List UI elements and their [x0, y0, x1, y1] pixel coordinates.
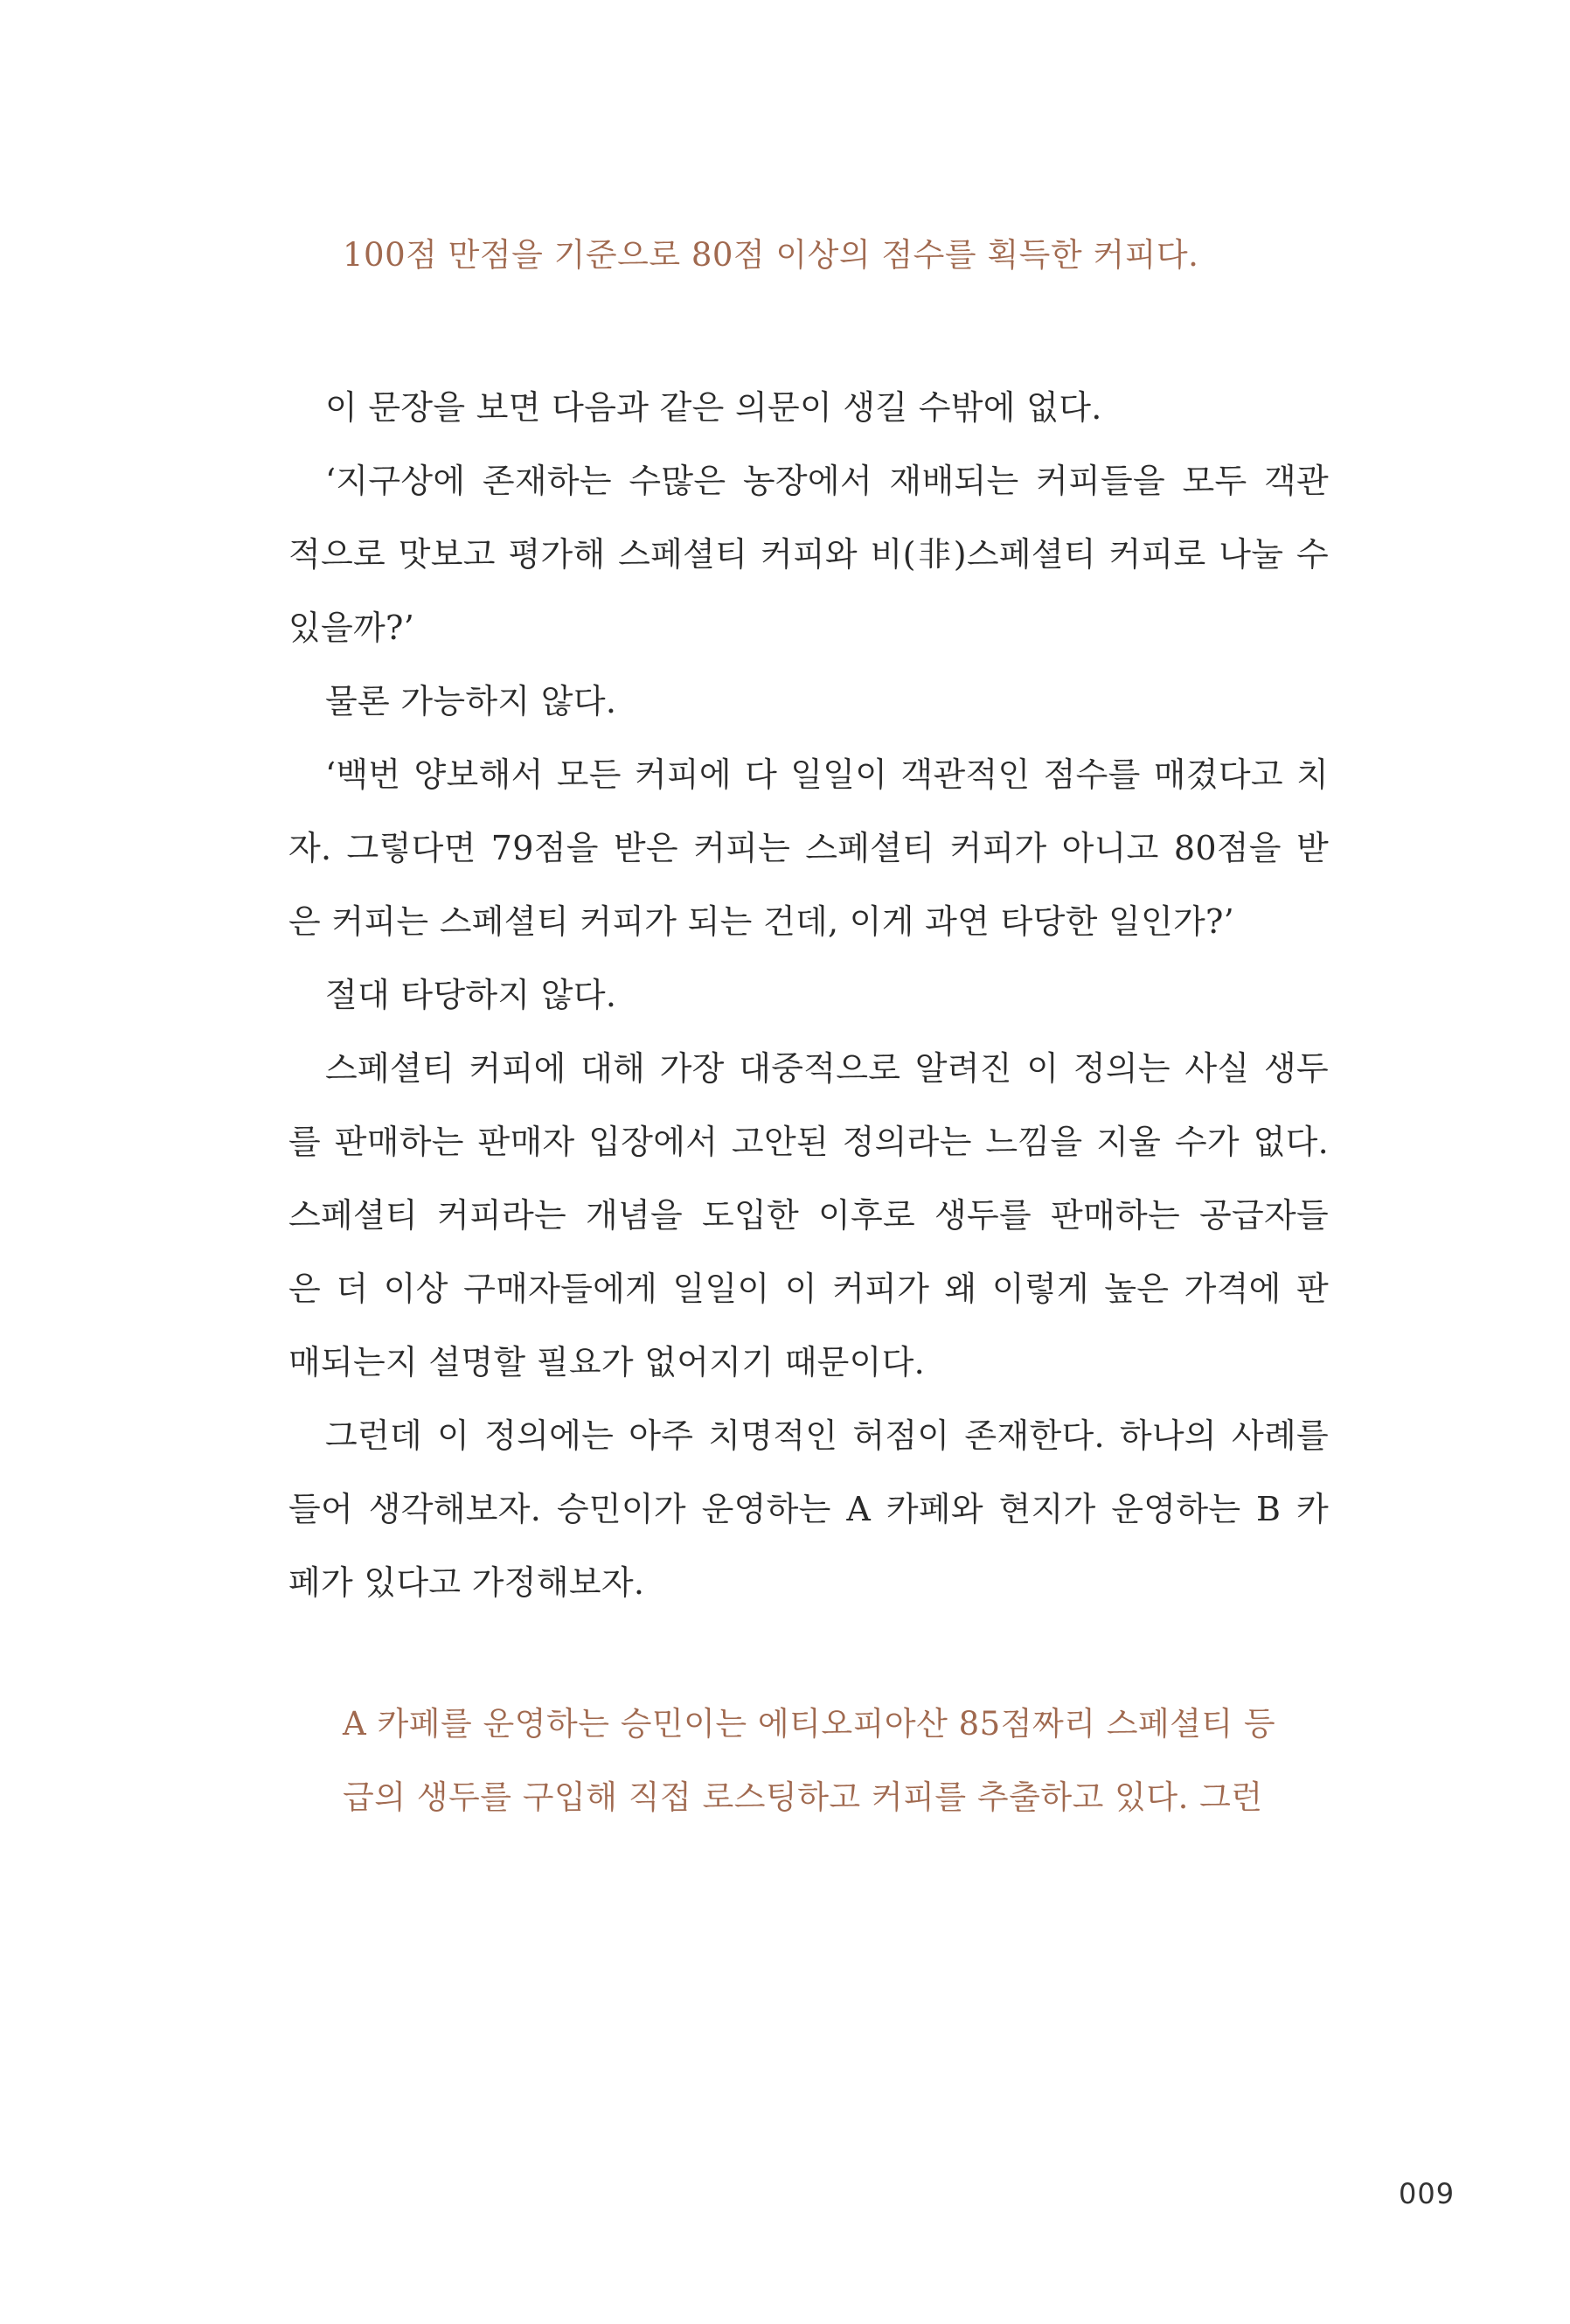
body-line: 적으로 맛보고 평가해 스페셜티 커피와 비(非)스페셜티 커피로 나눌 수 [288, 535, 1329, 574]
body-line: 자. 그렇다면 79점을 받은 커피는 스페셜티 커피가 아니고 80점을 받 [288, 829, 1329, 867]
quote-line: 100점 만점을 기준으로 80점 이상의 점수를 획득한 커피다. [343, 236, 1199, 274]
body-line: 이 문장을 보면 다음과 같은 의문이 생길 수밖에 없다. [325, 388, 1102, 427]
body-line: 은 더 이상 구매자들에게 일일이 이 커피가 왜 이렇게 높은 가격에 판 [288, 1270, 1329, 1308]
body-line: 를 판매하는 판매자 입장에서 고안된 정의라는 느낌을 지울 수가 없다. [288, 1123, 1329, 1161]
body-line: 들어 생각해보자. 승민이가 운영하는 A 카페와 현지가 운영하는 B 카 [288, 1490, 1329, 1528]
body-line: 스페셜티 커피라는 개념을 도입한 이후로 생두를 판매하는 공급자들 [288, 1196, 1329, 1235]
body-line: 절대 타당하지 않다. [325, 976, 617, 1014]
quote-block-bottom [343, 1687, 1275, 1834]
quote-block-top [343, 219, 1198, 292]
body-line: ‘지구상에 존재하는 수많은 농장에서 재배되는 커피들을 모두 객관 [325, 462, 1329, 500]
body-line: 그런데 이 정의에는 아주 치명적인 허점이 존재한다. 하나의 사례를 [325, 1416, 1329, 1455]
body-line: 있을까?’ [288, 609, 415, 647]
body-line: 스페셜티 커피에 대해 가장 대중적으로 알려진 이 정의는 사실 생두 [325, 1049, 1329, 1088]
body-line: 페가 있다고 가정해보자. [288, 1563, 645, 1602]
quote-line: A 카페를 운영하는 승민이는 에티오피아산 85점짜리 스페셜티 등 [343, 1705, 1276, 1743]
body-line: 매되는지 설명할 필요가 없어지기 때문이다. [288, 1343, 926, 1381]
body-text [288, 371, 1329, 1619]
quote-line: 급의 생두를 구입해 직접 로스팅하고 커피를 추출하고 있다. 그런 [343, 1778, 1263, 1816]
body-line: 물론 가능하지 않다. [325, 682, 617, 720]
body-line: ‘백번 양보해서 모든 커피에 다 일일이 객관적인 점수를 매겼다고 치 [325, 755, 1329, 794]
body-line: 은 커피는 스페셜티 커피가 되는 건데, 이게 과연 타당한 일인가?’ [288, 902, 1235, 941]
page-number: 009 [1399, 2177, 1455, 2210]
